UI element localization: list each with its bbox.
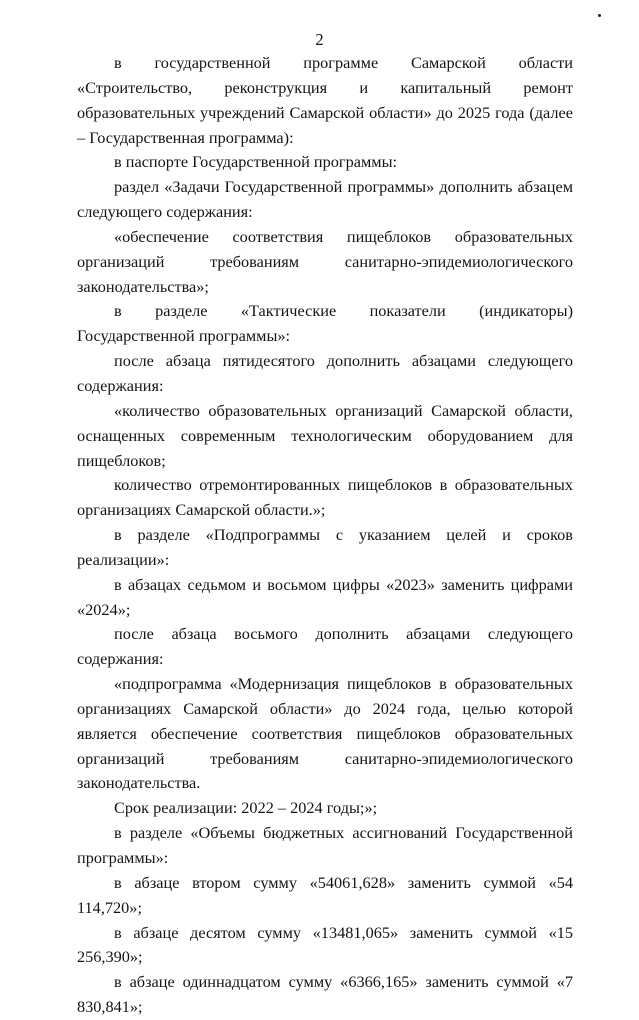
paragraph: «подпрограмма «Модернизация пищеблоков в образовательных организациях Самарской области» до 2024 года, целью которой является обеспечение соответствия пищеблоков образовательных организаций требованиям санитарно-эпидемиологического законодательства. (77, 674, 573, 793)
paragraph: после абзаца восьмого дополнить абзацами следующего содержания: (77, 624, 573, 669)
paragraph: «количество образовательных организаций Самарской области, оснащенных современным технологическим оборудованием для пищеблоков; (77, 400, 573, 470)
paragraph: «обеспечение соответствия пищеблоков образовательных организаций требованиям санитарно-эпидемиологического законодательства»; (77, 226, 573, 296)
paragraph: количество отремонтированных пищеблоков в образовательных организациях Самарской области.»; (77, 475, 573, 520)
paragraph: в разделе «Тактические показатели (индикаторы) Государственной программы»: (77, 301, 573, 346)
paragraph: в абзаце втором сумму «54061,628» заменить суммой «54 114,720»; (77, 872, 573, 917)
paragraph: Срок реализации: 2022 – 2024 годы;»; (114, 798, 378, 818)
paragraph: после абзаца пятидесятого дополнить абзацами следующего содержания: (77, 351, 573, 395)
paragraph: в разделе «Подпрограммы с указанием целей и сроков реализации»: (77, 525, 573, 569)
paragraph: в паспорте Государственной программы: (114, 152, 398, 172)
paragraph: в разделе «Объемы бюджетных ассигнований Государственной программы»: (77, 823, 573, 867)
page-number: 2 (315, 30, 324, 49)
paragraph: в абзаце одиннадцатом сумму «6366,165» заменить суммой «7 830,841»; (77, 972, 573, 1017)
paragraph: раздел «Задачи Государственной программы» дополнить абзацем следующего содержания: (77, 177, 573, 222)
document-body (77, 51, 573, 1020)
paragraph: в абзаце десятом сумму «13481,065» заменить суммой «15 256,390»; (77, 922, 573, 967)
paragraph: в абзацах седьмом и восьмом цифры «2023» заменить цифрами «2024»; (77, 574, 573, 619)
paragraph: в государственной программе Самарской области «Строительство, реконструкция и капитальный ремонт образовательных учреждений Самарской области» до 2025 года (далее – Государственная программа): (77, 53, 573, 147)
scan-speck (598, 14, 601, 17)
